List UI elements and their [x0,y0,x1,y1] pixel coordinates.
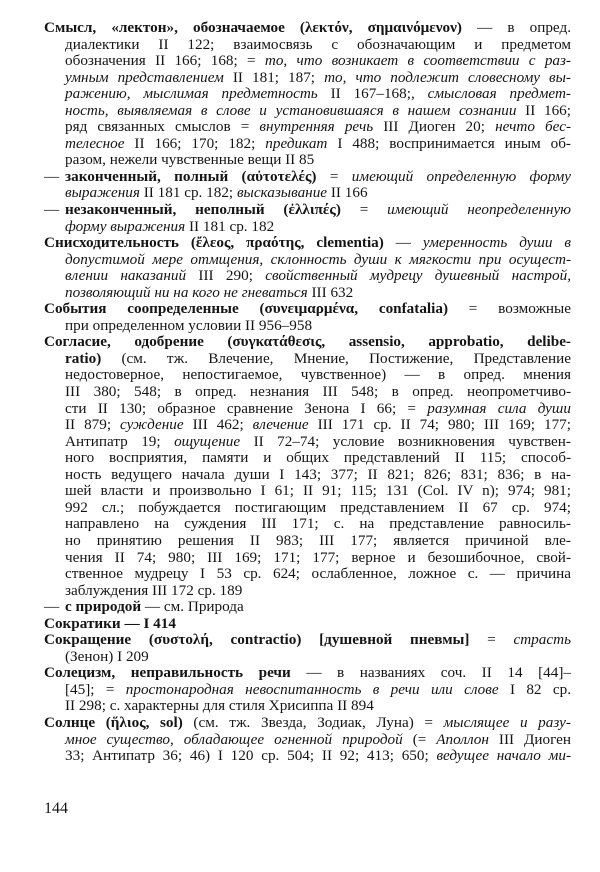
text-line [65,318,571,335]
reference-text: Антипатр 19; [65,432,175,450]
text-line [65,70,571,87]
definition-text: выражения [65,184,144,202]
reference-text: III 290; [198,267,266,285]
text-line [65,417,571,434]
headword-text: с природой [65,598,142,616]
text-line [65,53,571,70]
reference-text: 33; Антипатр 36; 46) I 120 ср. 504; II 92; 413; 650; [65,747,437,765]
reference-text: I 82 ср. [509,680,571,698]
reference-text: заблуждения III 172 ср. 189 [65,581,243,599]
definition-text: смысловая предмет- [427,85,571,103]
text-line [65,550,571,567]
subentry-dash: — [44,167,60,185]
text-line [44,632,571,649]
reference-text: II 181 ср. 182; [143,184,237,202]
index-entry [44,616,571,633]
reference-text: — в названиях соч. II 14 [44]– [290,664,571,682]
definition-text: то, что подлежит словесному вы- [324,68,571,86]
text-line [65,401,571,418]
index-subentry [44,599,571,616]
definition-text: имеющий определенную форму [351,167,571,185]
text-line [65,583,571,600]
reference-text: — см. Природа [141,598,244,616]
index-entry [44,235,571,301]
text-line [44,715,571,732]
text-line [65,649,571,666]
reference-text: = возможные [448,300,572,318]
definition-text: предикат [265,134,338,152]
subentry-dash: — [44,598,60,616]
text-line [44,202,571,219]
reference-text: (Зенон) I 209 [65,647,149,665]
reference-text: II 181 ср. 182 [188,217,275,235]
index-entry [44,632,571,665]
definition-text: позволяющий ни на кого не гневаться [65,283,312,301]
definition-text: ность, выявляемая в слове и установившаяся в нашем сознании [65,101,526,119]
index-subentry [44,169,571,202]
reference-text: недостоверное, непостигаемое, чувственное) — в опред. мнения [65,366,571,384]
headword-text: Сокращение (συστολή, contractio) [душевной пневмы] [44,631,470,649]
page-number: 144 [44,800,68,817]
text-line [65,682,571,699]
headword-text: Согласие, одобрение (συγκατάθεσις, assensio, approbatio, delibe- [44,333,571,351]
text-line [65,285,571,302]
reference-text: II 166 [330,184,368,202]
headword-text: Смысл, «лектон», обозначаемое (λεκτόν, σημαινόμενον) [44,19,462,36]
text-line [65,748,571,765]
definition-text: мыслящее и разу- [443,713,571,731]
definition-text: умеренность души в [422,234,571,252]
definition-text: то, что возникает в соответствии с раз- [264,52,571,70]
definition-text: суждение [120,416,193,434]
reference-text: разом, нежели чувственные вещи II 85 [65,151,315,169]
reference-text: III Диоген [498,730,572,748]
reference-text: шей власти и произвольно I 61; II 91; 115; 131 (Col. IV n); 974; 981; [65,482,571,500]
headword-text: Снисходительность (ἔλεος, πραότης, clementia) [44,234,384,252]
index-page-body [44,20,571,765]
reference-text: III 462; [192,416,253,434]
definition-text: ведущее начало ми- [436,747,572,765]
reference-text: I 488; воспринимается иным об- [337,134,571,152]
reference-text: 992 сл.; побуждается постигающим представлением II 67 ср. 974; [65,498,571,516]
text-line [44,20,571,37]
definition-text: страсть [513,631,571,649]
text-line [65,732,571,749]
text-line [65,483,571,500]
text-line [65,467,571,484]
text-line [65,119,571,136]
definition-text: допустимой мере отмщения, склонность души к мягкости при осущест- [65,250,571,268]
reference-text: диалектики II 122; взаимосвязь с обозначающим и предметом [65,35,571,53]
definition-text: мное существо, обладающее огненной природой [65,730,413,748]
definition-text: внутренняя речь [259,118,384,136]
reference-text: направлено на суждения III 171; с. на представление равносиль- [65,515,571,533]
reference-text: ного восприятия, памяти и общих представлений II 115; способ- [65,449,571,467]
text-line [65,566,571,583]
index-subentry [44,202,571,235]
text-line [65,367,571,384]
text-line [65,351,571,368]
reference-text: II 167–168;, [330,85,428,103]
headword-text: Солнце (ἥλιος, sol) [44,713,183,731]
definition-text: разумная сила души [427,399,571,417]
definition-text: телесное [65,134,135,152]
reference-text: сти II 130; образное сравнение Зенона I 66; = [65,399,428,417]
definition-text: простонародная невоспитанность в речи или слове [125,680,510,698]
text-line [44,665,571,682]
text-line [44,334,571,351]
definition-text: имеющий неопределенную [387,201,571,219]
reference-text: (= [412,730,437,748]
text-line [65,152,571,169]
text-line [65,384,571,401]
text-line [65,434,571,451]
definition-text: свойственный мудрецу душевный настрой, [265,267,571,285]
definition-text: форму выражения [65,217,189,235]
reference-text: II 166; [525,101,571,119]
text-line [65,37,571,54]
reference-text: III 632 [311,283,354,301]
reference-text: III 171 ср. II 74; 980; III 169; 177; [317,416,571,434]
reference-text: обозначения II 166; 168; = [65,52,265,70]
text-line [65,450,571,467]
reference-text: при определенном условии II 956–958 [65,316,313,334]
index-entry [44,715,571,765]
reference-text: (см. тж. Звезда, Зодиак, Луна) = [182,713,444,731]
index-entry [44,665,571,715]
reference-text: — [383,234,423,252]
headword-text: Солецизм, неправильность речи [44,664,291,682]
text-line [65,185,571,202]
reference-text: II 879; [65,416,121,434]
reference-text: II 298; с. характерны для стиля Хрисиппа II 894 [65,697,374,715]
index-entry [44,334,571,599]
reference-text: III Диоген 20; [383,118,496,136]
reference-text: II 166; 170; 182; [134,134,266,152]
index-entry [44,301,571,334]
definition-text: влении наказаний [65,267,199,285]
text-line [44,235,571,252]
text-line [44,599,571,616]
reference-text: II 181; 187; [232,68,325,86]
reference-text: = [316,167,352,185]
reference-text: = [340,201,388,219]
reference-text: ность ведущего начала души I 143; 377; II 821; 826; 831; 836; в на- [65,465,571,483]
text-line [65,698,571,715]
text-line [65,252,571,269]
reference-text: ственное мудрецу I 53 ср. 624; ослабленное, ложное с. — причина [65,565,571,583]
reference-text: чения II 74; 980; III 169; 171; 177; верное и безошибочное, свой- [65,548,571,566]
definition-text: высказывание [236,184,331,202]
text-line [65,268,571,285]
definition-text: ражению, мыслимая предметность [65,85,331,103]
reference-text: но принятию решения II 983; III 177; является причиной вле- [65,531,571,549]
text-line [44,301,571,318]
text-line [65,136,571,153]
definition-text: Аполлон [436,730,499,748]
headword-text: Сократики — I 414 [44,614,176,632]
headword-text: События соопределенные (συνειμαρμένα, confatalia) [44,300,449,318]
definition-text: нечто бес- [495,118,572,136]
subentry-dash: — [44,201,60,219]
reference-text: (см. тж. Влечение, Мнение, Постижение, Представление [101,349,571,367]
definition-text: умным представлением [65,68,233,86]
headword-text: законченный, полный (αὐτοτελές) [65,167,317,185]
definition-text: влечение [252,416,318,434]
index-entry [44,20,571,169]
headword-text: незаконченный, неполный (ἐλλιπές) [65,201,341,219]
text-line [44,169,571,186]
text-line [65,103,571,120]
reference-text: II 72–74; условие возникновения чувствен- [253,432,571,450]
reference-text: III 380; 548; в опред. незнания III 548; в опред. неопрометчиво- [65,383,571,401]
reference-text: = [469,631,514,649]
text-line [65,516,571,533]
reference-text: ряд связанных смыслов = [65,118,260,136]
text-line [65,500,571,517]
text-line [65,219,571,236]
reference-text: [45]; = [65,680,126,698]
text-line [65,533,571,550]
reference-text: — в опред. [461,19,571,36]
headword-text: ratio) [65,349,102,367]
definition-text: ощущение [174,432,254,450]
text-line [65,86,571,103]
text-line [44,616,571,633]
